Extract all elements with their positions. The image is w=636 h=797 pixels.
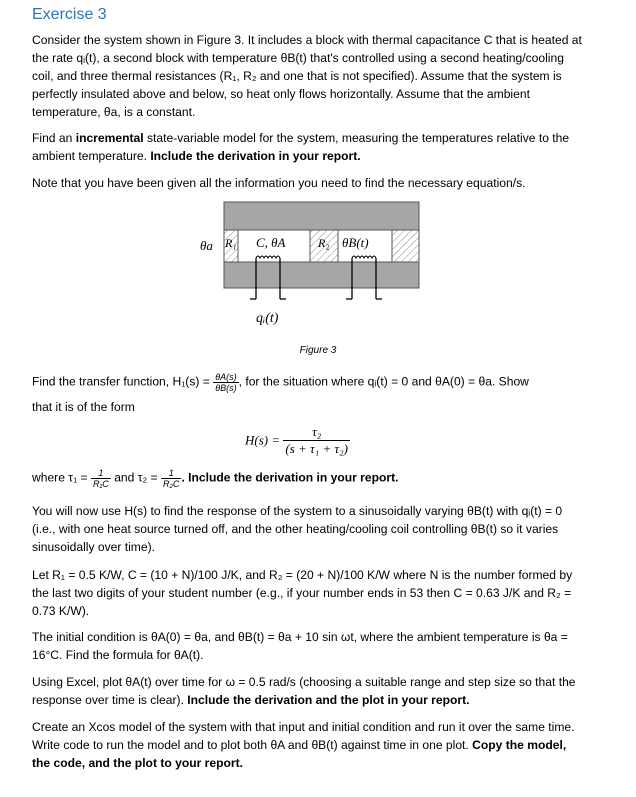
p4-text-b: , for the situation where qᵢ(t) = 0 and θA(0) = θa. Show (238, 374, 529, 389)
paragraph-tau-definitions (32, 468, 612, 489)
tau2-denominator: R₂C (163, 479, 180, 489)
paragraph-transfer-function (32, 372, 612, 393)
figure-3 (190, 197, 440, 337)
p5-text-b: and τ₂ = (114, 470, 158, 485)
bottom-insulation (224, 262, 419, 288)
p2-text-a: Find an (32, 131, 76, 145)
h-denominator: (s + τ₁ + τ₂) (285, 441, 348, 456)
p5-text-a: where τ₁ = (32, 470, 88, 485)
tau1-numerator: 1 (91, 468, 111, 479)
fraction-h (283, 424, 350, 457)
figure-caption: Figure 3 (299, 345, 337, 356)
p4-text-a: Find the transfer function, H₁(s) = (32, 374, 210, 389)
exercise-title: Exercise 3 (32, 6, 107, 23)
equation-h-lhs: H(s) = (245, 432, 281, 448)
tau1-denominator: R₁C (92, 479, 109, 489)
paragraph-excel-plot (32, 673, 587, 709)
paragraph-initial-condition: The initial condition is θA(0) = θa, and θB(t) = θa + 10 sin ωt, where the ambient temperature is θa = 16°C. Find the formula for θA(t). (32, 630, 568, 662)
label-c-theta-a: C, θA (256, 235, 286, 250)
p2-bold-incremental: incremental (75, 131, 144, 145)
h1-numerator: θA(s) (215, 372, 237, 382)
paragraph-system-description: Consider the system shown in Figure 3. It includes a block with thermal capacitance C that is heated at the rate qᵢ(t), a second block with temperature θB(t) that's controlled using a second heating/cooling coil, and three thermal resistances (R₁, R₂ and one that is not specified). Assume that the system is perfectly insulated above and below, so heat only flows horizontally. Assume that the ambient temperature, θa, is a constant. (32, 33, 582, 119)
p2-bold-include: Include the derivation in your report. (150, 149, 361, 163)
paragraph-note: Note that you have been given all the information you need to find the necessary equation/s. (32, 176, 526, 190)
tau2-numerator: 1 (161, 468, 181, 479)
paragraph-find-model (32, 129, 587, 165)
top-insulation (224, 202, 419, 230)
p10-text-a: Create an Xcos model of the system with that input and initial condition and run it over the same time. Write code to run the model and to plot both θA and θB(t) against time in one plot. (32, 720, 575, 752)
paragraph-parameters: Let R₁ = 0.5 K/W, C = (10 + N)/100 J/K, and R₂ = (20 + N)/100 K/W where N is the number formed by the last two digits of your student number (e.g., if your number ends in 53 then C = 0.63 J/K and R₂ = 0.73 K/W). (32, 568, 573, 618)
thermal-system-diagram (190, 197, 440, 337)
h-numerator: τ₂ (283, 424, 350, 441)
p9-text-a: Using Excel, plot θA(t) over time for ω = 0.5 rad/s (choosing a suitable range and step size so that the response over time is clear). (32, 675, 576, 707)
paragraph-xcos-model (32, 718, 587, 772)
fraction-h1 (213, 372, 238, 393)
p2-text-c: state-variable model for the system, measuring the temperatures relative to the ambient temperature. (32, 131, 570, 163)
label-qi: qᵢ(t) (256, 311, 279, 326)
p10-bold-copy: Copy the model, the code, and the plot to your report. (32, 738, 567, 770)
p5-bold-include: . Include the derivation in your report. (181, 470, 399, 485)
h1-denominator: θB(s) (215, 383, 237, 393)
label-theta-a: θa (200, 238, 213, 253)
fraction-tau1 (91, 468, 111, 489)
p4-text-c: that it is of the form (32, 400, 135, 414)
p9-bold-include: Include the derivation and the plot in your report. (187, 693, 470, 707)
fraction-tau2 (161, 468, 181, 489)
label-r2: R₂ (318, 236, 330, 250)
paragraph-sinusoidal-response: You will now use H(s) to find the response of the system to a sinusoidally varying θB(t) with qᵢ(t) = 0 (i.e., with one heat source turned off, and the other heating/cooling coil controlling θB(t) so it varies sinusoidally over time). (32, 504, 563, 554)
label-theta-b: θB(t) (342, 235, 369, 250)
r3-hatch (392, 230, 419, 262)
label-r1: R₁ (225, 236, 237, 250)
equation-h (245, 424, 350, 457)
